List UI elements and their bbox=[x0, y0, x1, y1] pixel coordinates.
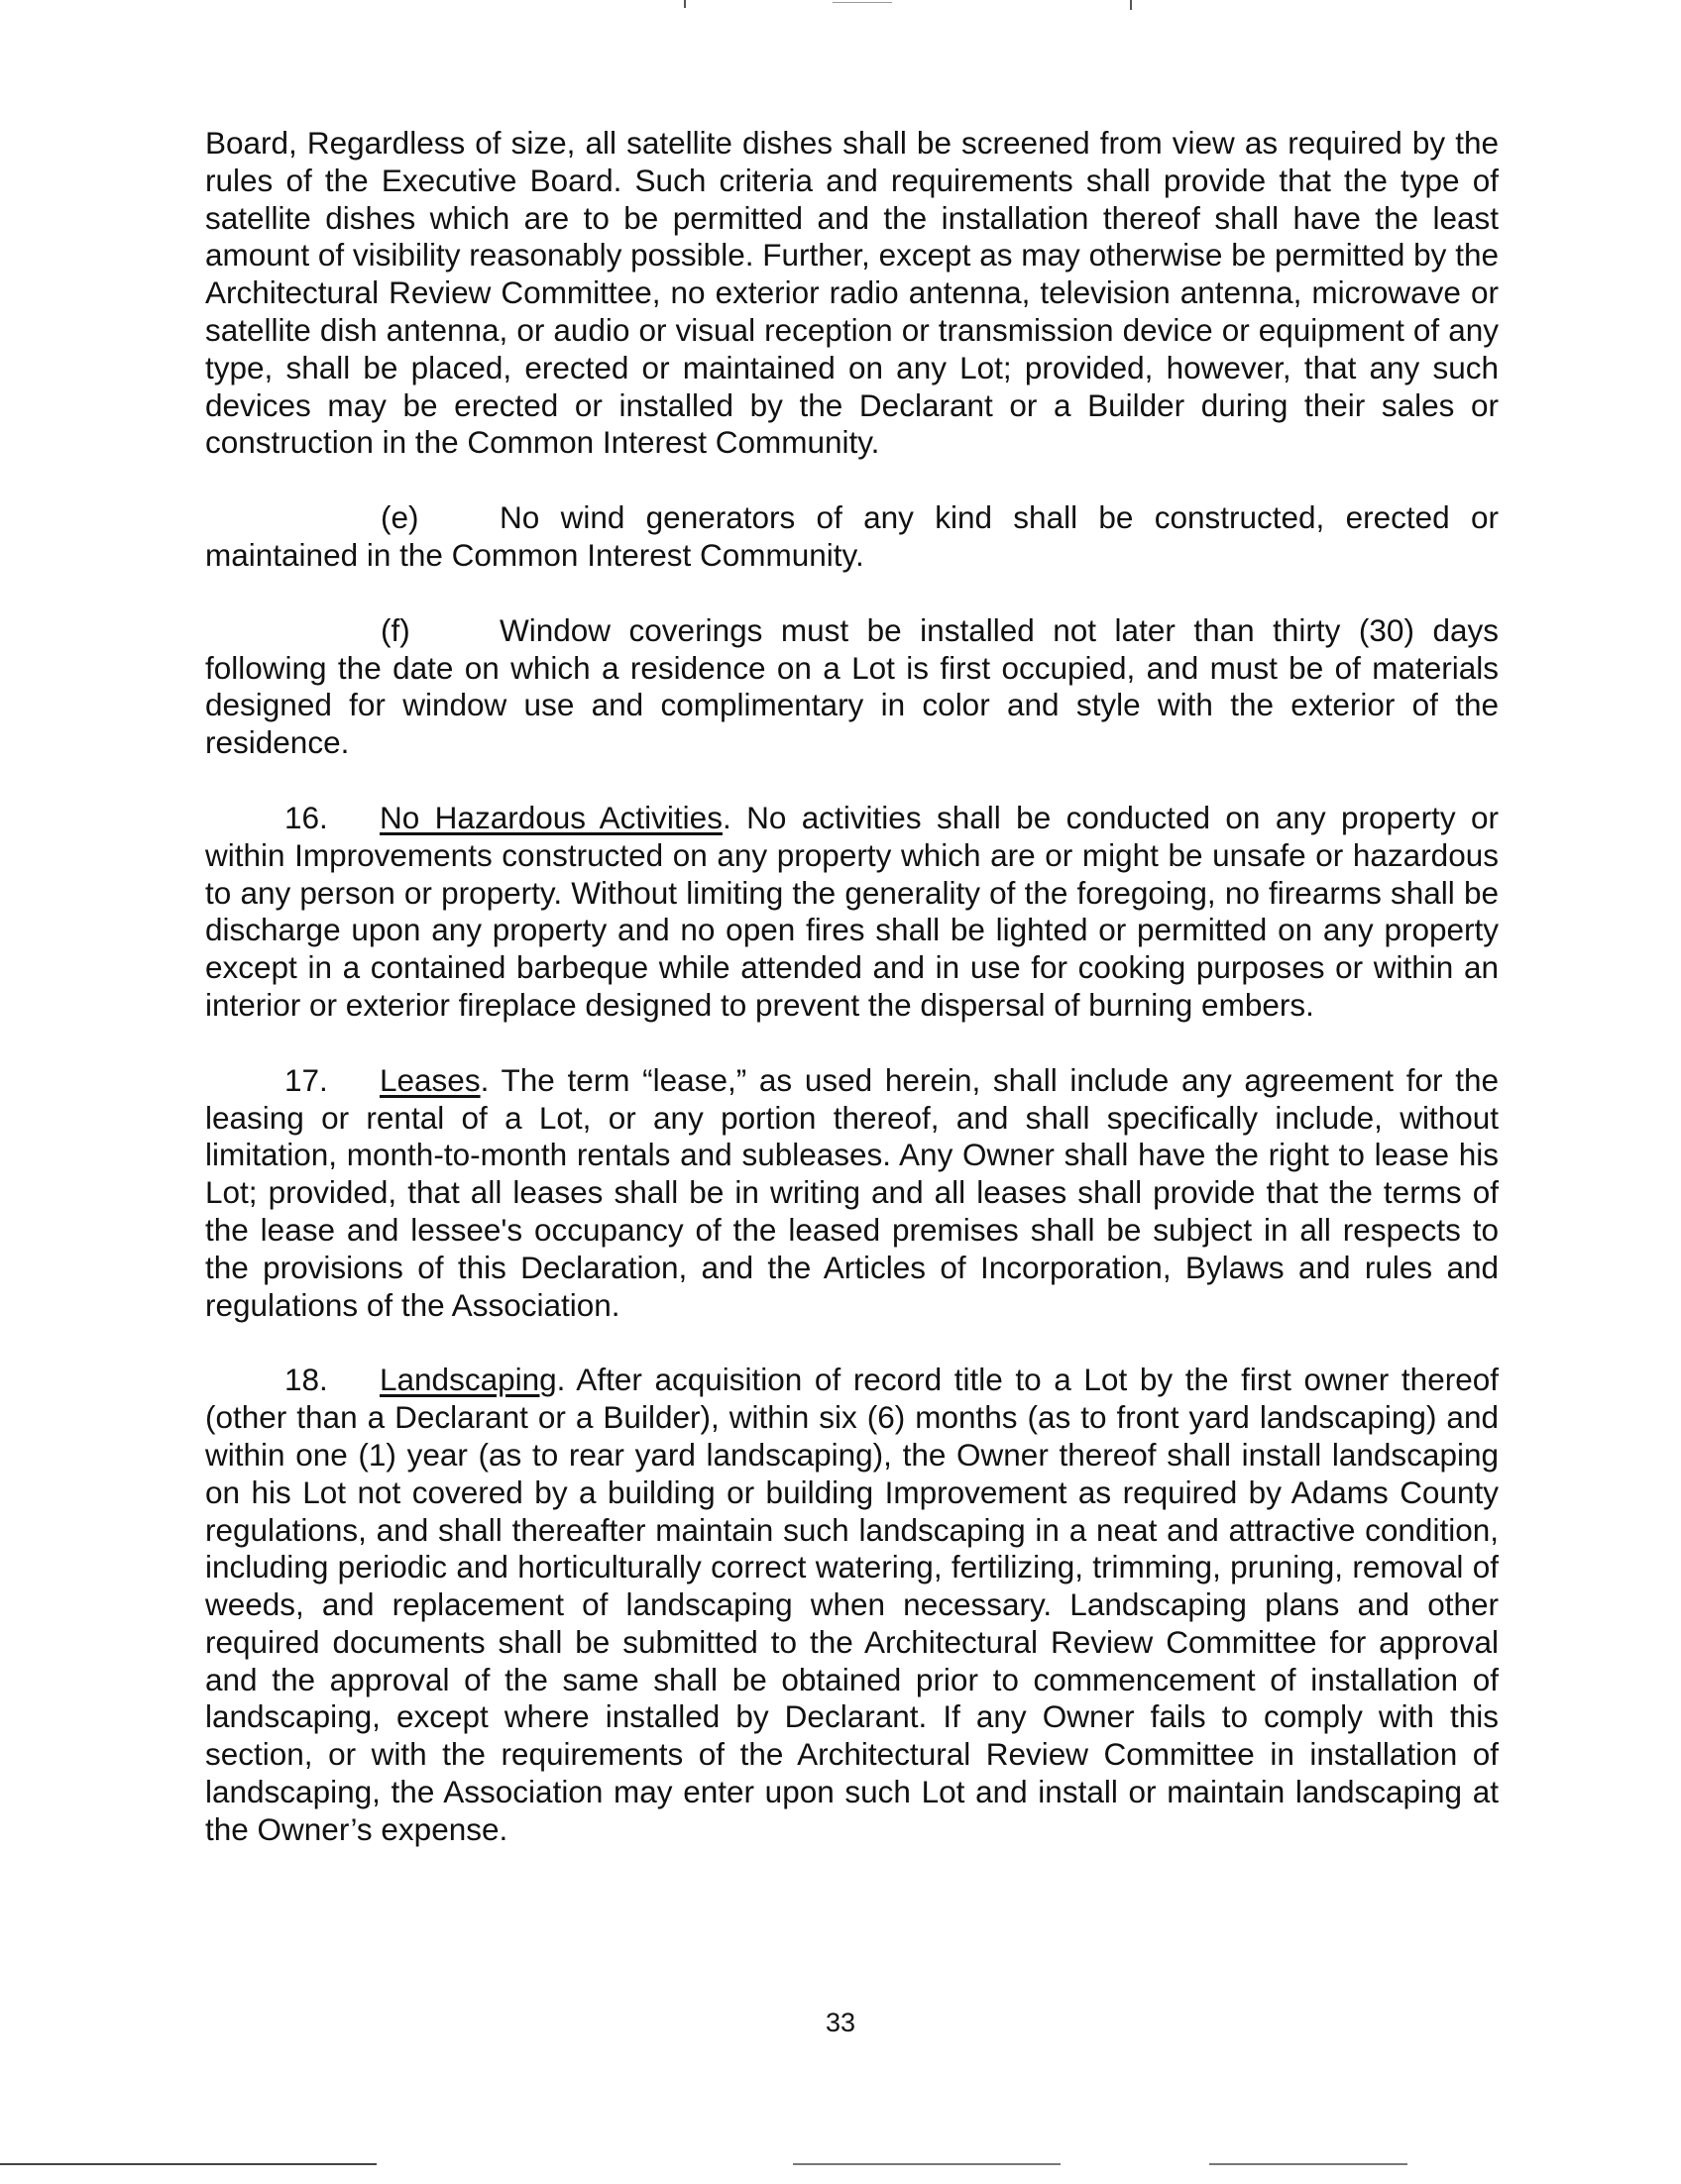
scan-artifact-top bbox=[833, 2, 892, 3]
subparagraph-f-text: Window coverings must be installed not later than thirty (30) days following the date on which a residence on a Lot is first occupied, and must be of materials designed for window use and complimentary in color and style with the exterior of the residence. bbox=[205, 611, 1499, 761]
section-18-title-punct: . bbox=[556, 1362, 566, 1398]
document-body bbox=[205, 125, 1499, 1887]
scan-artifact-top bbox=[684, 0, 686, 8]
section-16 bbox=[205, 800, 1499, 1025]
scan-artifact-bottom bbox=[793, 2163, 1061, 2165]
section-17-text: The term “lease,” as used herein, shall include any agreement for the leasing or rental of a Lot, or any portion thereof, and shall specifically include, without limitation, month-to-month rentals and subleases. Any Owner shall have the right to lease his Lot; provided, that all leases shall be in writing and all leases shall provide that the terms of the lease and lessee's occupancy of the leased premises shall be subject in all respects to the provisions of this Declaration, and the Articles of Incorporation, Bylaws and rules and regulations of the Association. bbox=[205, 1061, 1499, 1323]
section-16-text: No activities shall be conducted on any property or within Improvements constructed on any property which are or might be unsafe or hazardous to any person or property. Without limiting the generality of the foregoing, no firearms shall be discharge upon any property and no open fires shall be lighted or permitted on any property except in a contained barbeque while attended and in use for cooking purposes or within an interior or exterior fireplace designed to prevent the dispersal of burning embers. bbox=[205, 799, 1499, 1023]
section-18 bbox=[205, 1362, 1499, 1848]
section-16-title: No Hazardous Activities bbox=[380, 799, 723, 835]
section-16-number: 16. bbox=[284, 799, 328, 835]
page-number: 33 bbox=[825, 2008, 856, 2037]
section-17-title-punct: . bbox=[480, 1061, 490, 1098]
paragraph-continuation: Board, Regardless of size, all satellite dishes shall be screened from view as required by the rules of the Executive Board. Such criteria and requirements shall provide that the type of satellite dishes which are to be permitted and the installation thereof shall have the least amount of visibility reasonably possible. Further, except as may otherwise be permitted by the Architectural Review Committee, no exterior radio antenna, television antenna, microwave or satellite dish antenna, or audio or visual reception or transmission device or equipment of any type, shall be placed, erected or maintained on any Lot; provided, however, that any such devices may be erected or installed by the Declarant or a Builder during their sales or construction in the Common Interest Community. bbox=[205, 125, 1499, 461]
scan-artifact-top bbox=[1130, 0, 1132, 10]
section-17-title: Leases bbox=[380, 1061, 481, 1098]
subparagraph-e-label: (e) bbox=[381, 499, 419, 536]
subparagraph-f bbox=[205, 612, 1499, 762]
section-18-text: After acquisition of record title to a Lot by the first owner thereof (other than a Declarant or a Builder), within six (6) months (as to front yard landscaping) and within one (1) year (as to rear yard landscaping), the Owner thereof shall install landscaping on his Lot not covered by a building or building Improvement as required by Adams County regulations, and shall thereafter maintain such landscaping in a neat and attractive condition, including periodic and horticulturally correct watering, fertilizing, trimming, pruning, removal of weeds, and replacement of landscaping when necessary. Landscaping plans and other required documents shall be submitted to the Architectural Review Committee for approval and the approval of the same shall be obtained prior to commencement of installation of landscaping, except where installed by Declarant. If any Owner fails to comply with this section, or with the requirements of the Architectural Review Committee in installation of landscaping, the Association may enter upon such Lot and install or maintain landscaping at the Owner’s expense. bbox=[205, 1362, 1499, 1847]
section-16-title-punct: . bbox=[722, 799, 731, 835]
section-18-number: 18. bbox=[284, 1362, 328, 1398]
scan-artifact-bottom bbox=[0, 2163, 377, 2165]
subparagraph-f-label: (f) bbox=[381, 611, 410, 648]
section-17-number: 17. bbox=[284, 1061, 328, 1098]
subparagraph-e bbox=[205, 499, 1499, 575]
section-18-title: Landscaping bbox=[380, 1362, 557, 1398]
section-17 bbox=[205, 1062, 1499, 1325]
subparagraph-e-text: No wind generators of any kind shall be constructed, erected or maintained in the Common Interest Community. bbox=[205, 499, 1499, 573]
scan-artifact-bottom bbox=[1209, 2163, 1407, 2165]
